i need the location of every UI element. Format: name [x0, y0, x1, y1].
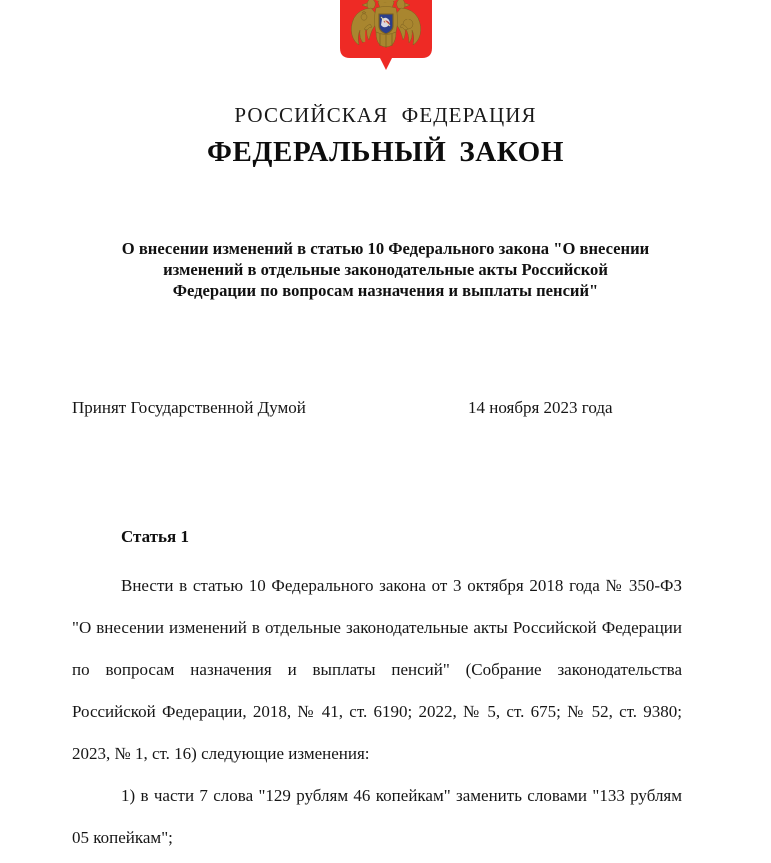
article-paragraph: 1) в части 7 слова "129 рублям 46 копейкам" заменить словами "133 рублям 05 копейкам"; [72, 786, 682, 847]
document-subtitle: О внесении изменений в статью 10 Федерального закона "О внесении изменений в отдельные законодательные акты Российской Федерации по вопросам назначения и выплаты пенсий" [121, 239, 650, 300]
adoption-line [72, 396, 682, 420]
document-type-title: ФЕДЕРАЛЬНЫЙ ЗАКОН [207, 136, 564, 169]
emblem-container [0, 0, 771, 90]
document-header [0, 103, 771, 169]
coat-of-arms-icon [338, 0, 434, 72]
country-title: РОССИЙСКАЯ ФЕДЕРАЦИЯ [234, 103, 537, 127]
article-body [72, 565, 682, 859]
article-paragraph: Внести в статью 10 Федерального закона от 3 октября 2018 года № 350-ФЗ "О внесении изменений в отдельные законодательные акты Российской Федерации по вопросам назначения и выплаты пенсий" (Собрание законодательства Российской Федерации, 2018, № 41, ст. 6190; 2022, № 5, ст. 675; № 52, ст. 9380; 2023, № 1, ст. 16) следующие изменения: [72, 576, 682, 763]
adopted-by-label: Принят Государственной Думой [72, 398, 306, 417]
adoption-date: 14 ноября 2023 года [468, 398, 613, 417]
article-heading: Статья 1 [121, 527, 189, 546]
